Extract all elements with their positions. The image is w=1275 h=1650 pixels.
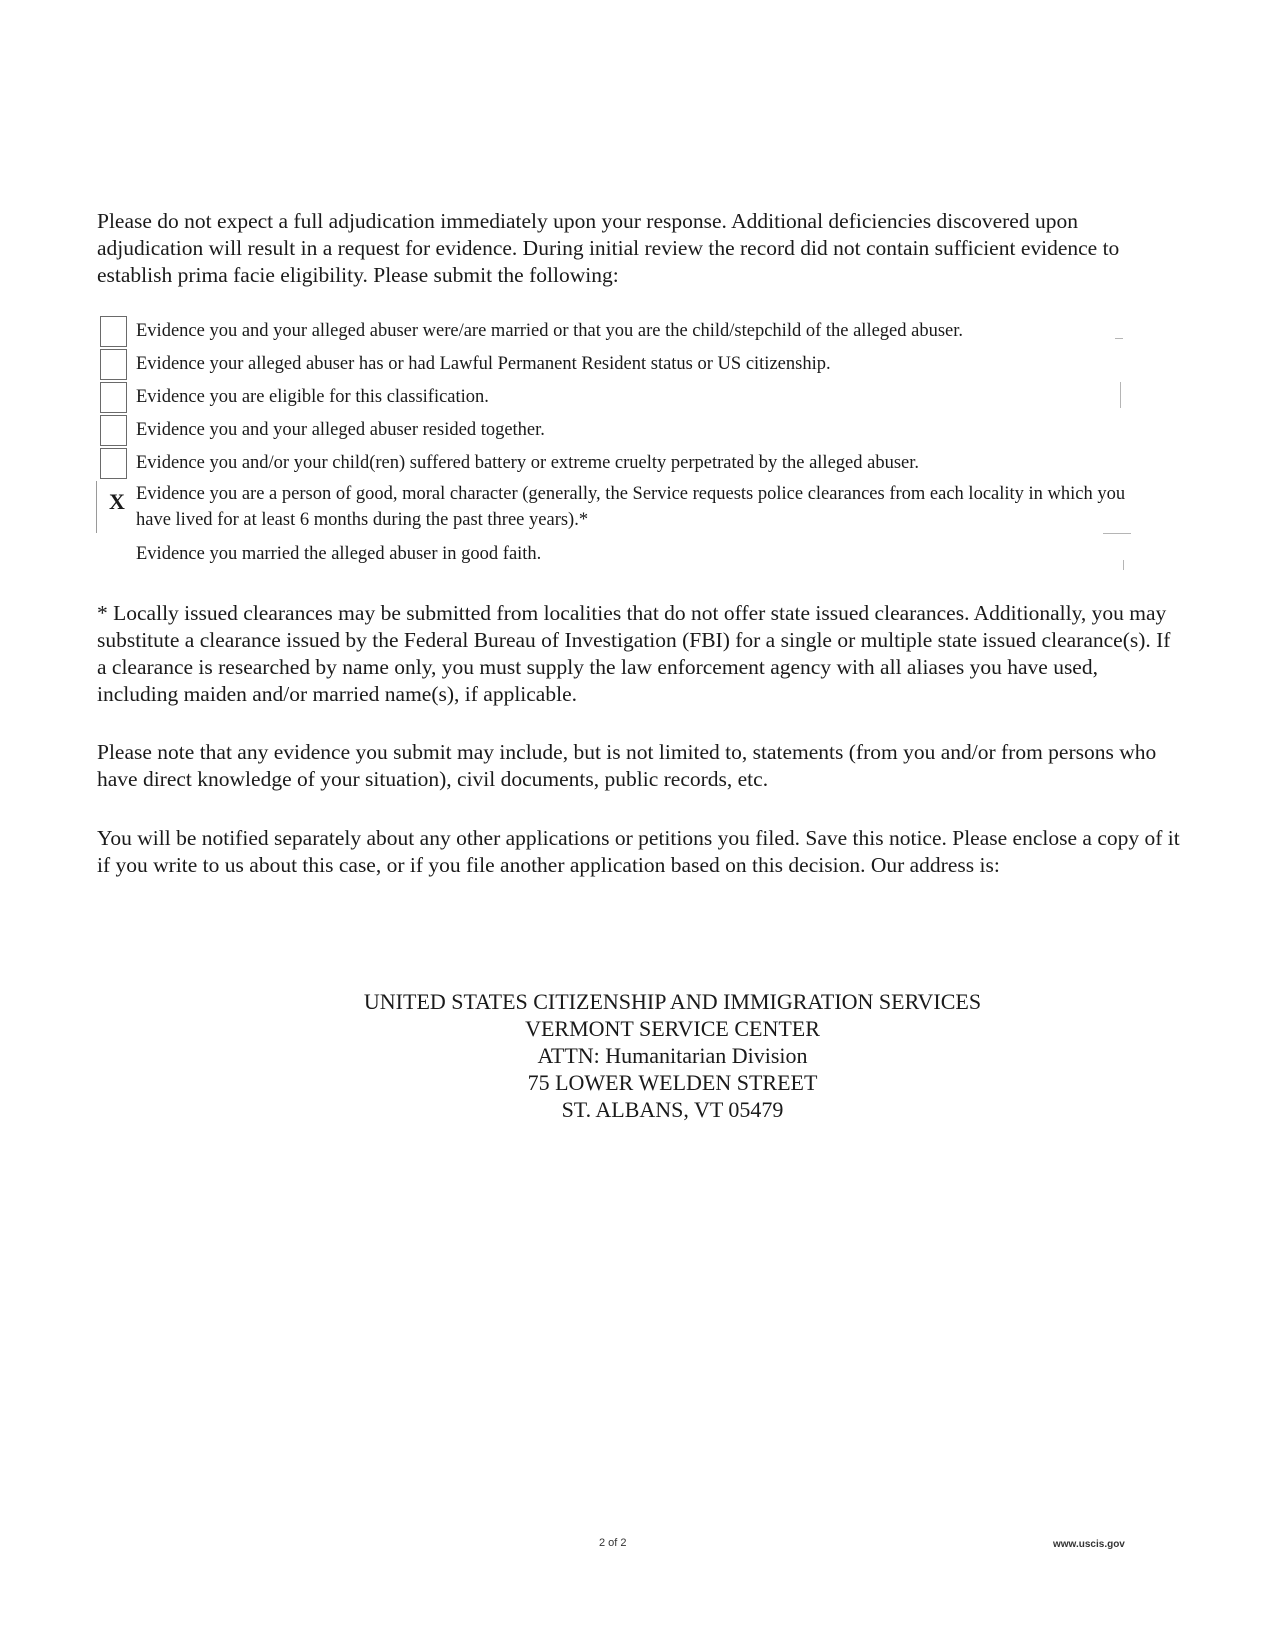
checklist-item-battery (96, 448, 1176, 481)
checklist-item-abuser-status (96, 349, 1176, 382)
checklist-item-marriage (96, 316, 1176, 349)
scan-mark (1103, 533, 1131, 534)
mailing-address (0, 988, 1275, 1123)
scan-mark (1123, 560, 1124, 570)
checked-mark: X (109, 489, 125, 514)
scan-mark (1115, 338, 1123, 339)
address-line-attn: ATTN: Humanitarian Division (537, 1043, 808, 1068)
checkbox[interactable] (100, 382, 127, 413)
checklist-item-label: Evidence your alleged abuser has or had Lawful Permanent Resident status or US citizenship. (136, 354, 831, 374)
evidence-note: Please note that any evidence you submit may include, but is not limited to, statements (from you and/or from persons who have direct knowledge of your situation), civil documents, public records, etc. (97, 740, 1157, 791)
checkbox[interactable] (100, 448, 127, 479)
address-line-street: 75 LOWER WELDEN STREET (527, 1070, 818, 1095)
checklist-item-label: Evidence you and your alleged abuser resided together. (136, 420, 545, 440)
notification-paragraph: You will be notified separately about any other applications or petitions you filed. Save this notice. Please enclose a copy of it if you write to us about this case, or if you file another application based on this decision. Our address is: (97, 826, 1180, 877)
intro-paragraph: Please do not expect a full adjudication immediately upon your response. Additional deficiencies discovered upon adjudication will result in a request for evidence. During initial review the record did not contain sufficient evidence to establish prima facie eligibility. Please submit the following: (97, 209, 1120, 287)
checklist-item-good-faith (96, 539, 1176, 572)
checklist-item-resided-together (96, 415, 1176, 448)
website-url: www.uscis.gov (1053, 1539, 1125, 1550)
address-line-agency: UNITED STATES CITIZENSHIP AND IMMIGRATION SERVICES (363, 989, 982, 1014)
checklist-item-label: Evidence you married the alleged abuser in good faith. (136, 544, 542, 564)
address-line-center: VERMONT SERVICE CENTER (525, 1016, 820, 1041)
checklist-item-label: Evidence you and/or your child(ren) suffered battery or extreme cruelty perpetrated by the alleged abuser. (136, 453, 920, 473)
checklist-item-eligibility (96, 382, 1176, 415)
checkbox[interactable] (100, 349, 127, 380)
checklist-item-label: Evidence you and your alleged abuser were/are married or that you are the child/stepchild of the alleged abuser. (136, 321, 964, 341)
clearance-footnote: * Locally issued clearances may be submitted from localities that do not offer state issued clearances. Additionally, you may substitute a clearance issued by the Federal Bureau of Investigation (FBI) for a single or multiple state issued clearance(s). If a clearance is researched by name only, you must supply the law enforcement agency with all aliases you have used, including maiden and/or married name(s), if applicable. (97, 601, 1171, 706)
checkbox[interactable] (100, 415, 127, 446)
checkbox[interactable] (100, 316, 127, 347)
address-line-city: ST. ALBANS, VT 05479 (561, 1097, 784, 1122)
checklist-item-label: Evidence you are a person of good, moral character (generally, the Service requests police clearances from each locality in which you have lived for at least 6 months during the past three years).* (136, 484, 1126, 530)
margin-line (96, 481, 97, 533)
page-number: 2 of 2 (599, 1537, 627, 1549)
checklist-item-label: Evidence you are eligible for this classification. (136, 387, 489, 407)
evidence-checklist (96, 316, 1176, 572)
scan-mark (1120, 382, 1121, 408)
checklist-item-moral-character (96, 481, 1176, 539)
